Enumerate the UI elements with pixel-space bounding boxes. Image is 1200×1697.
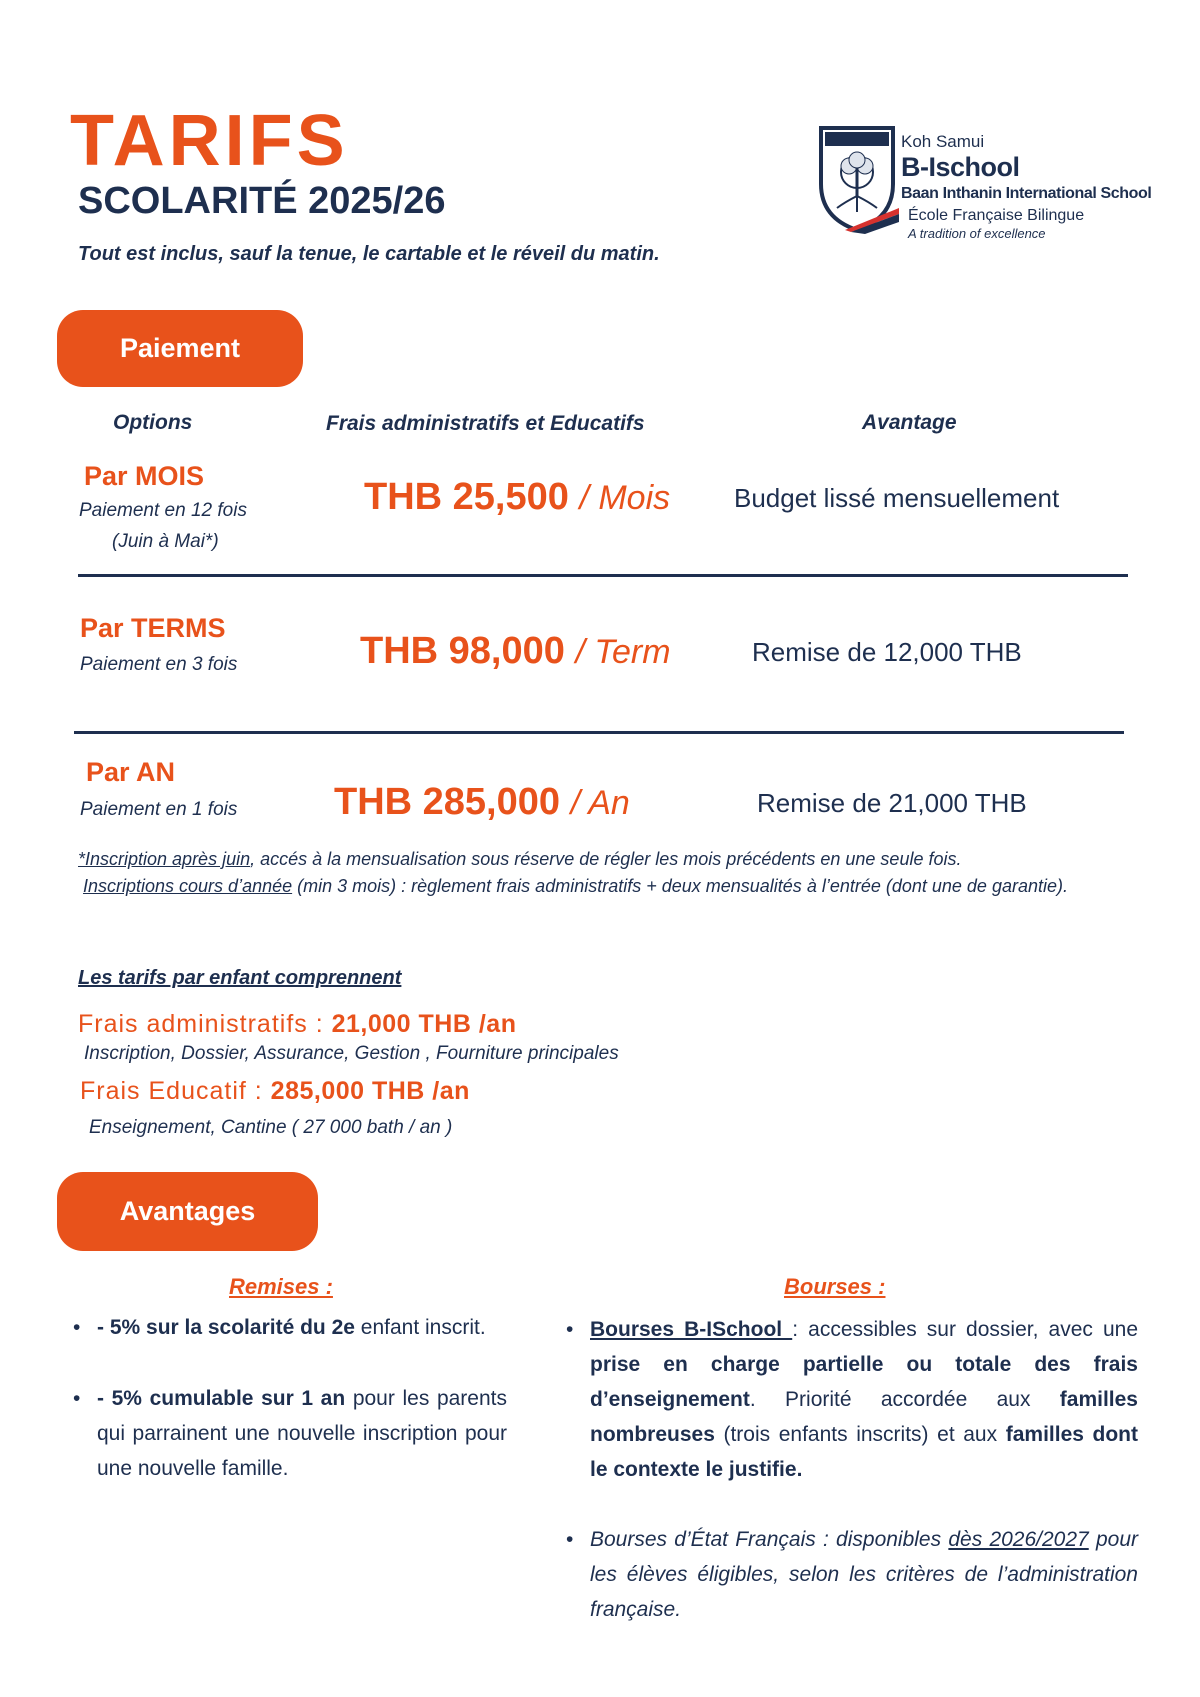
- section-paiement-badge: Paiement: [57, 310, 303, 387]
- option-sub2-mois: (Juin à Mai*): [112, 531, 219, 552]
- price-mois: [364, 476, 670, 519]
- logo-motto: A tradition of excellence: [908, 226, 1046, 241]
- remise-item: • - 5% sur la scolarité du 2e enfant inscrit.: [97, 1310, 507, 1345]
- price-terms: [360, 630, 671, 673]
- tagline: Tout est inclus, sauf la tenue, le cartable et le réveil du matin.: [78, 243, 660, 265]
- bullet-icon: •: [73, 1387, 81, 1410]
- logo-location: Koh Samui: [901, 132, 985, 151]
- option-name-terms: Par TERMS: [80, 613, 226, 643]
- col-header-options: Options: [113, 411, 193, 434]
- option-name-mois: Par MOIS: [84, 461, 205, 491]
- advantage-an: Remise de 21,000 THB: [757, 788, 1027, 818]
- school-logo: [815, 122, 1155, 242]
- price-period: / Mois: [579, 479, 671, 517]
- option-sub-terms: Paiement en 3 fois: [80, 654, 238, 675]
- school-crest-icon: [815, 122, 899, 234]
- payment-notes: [78, 846, 1148, 900]
- page-subtitle: SCOLARITÉ 2025/26: [78, 180, 446, 222]
- price-an: [334, 781, 630, 824]
- bourse-item: • Bourses d’État Français : disponibles dès 2026/2027 pour les élèves éligibles, selon les critères de l’administration française.: [590, 1522, 1138, 1627]
- bullet-icon: •: [73, 1316, 81, 1339]
- price-value: THB 98,000: [360, 630, 565, 672]
- page-title: TARIFS: [70, 101, 349, 181]
- col-header-advantage: Avantage: [862, 411, 957, 434]
- fee-edu-detail: Enseignement, Cantine ( 27 000 bath / an ): [89, 1117, 453, 1138]
- option-name-an: Par AN: [86, 757, 176, 787]
- logo-tagline-fr: École Française Bilingue: [908, 207, 1085, 224]
- note-inscription-apres-juin: *Inscription après juin, accés à la mensualisation sous réserve de régler les mois précédents en une seule fois.: [78, 849, 962, 869]
- logo-name: B-Ischool: [901, 152, 1020, 182]
- bullet-icon: •: [566, 1318, 574, 1341]
- advantage-mois: Budget lissé mensuellement: [734, 483, 1060, 513]
- option-sub-an: Paiement en 1 fois: [80, 799, 238, 820]
- bullet-icon: •: [566, 1528, 574, 1551]
- bourses-title: Bourses :: [784, 1274, 886, 1299]
- includes-title: Les tarifs par enfant comprennent: [78, 967, 402, 989]
- col-header-fees: Frais administratifs et Educatifs: [326, 412, 645, 435]
- section-avantages-badge: Avantages: [57, 1172, 318, 1251]
- price-period: / Term: [575, 633, 671, 671]
- logo-fullname: Baan Inthanin International School: [901, 185, 1152, 202]
- price-period: / An: [570, 784, 630, 822]
- price-value: THB 25,500: [364, 476, 569, 518]
- price-value: THB 285,000: [334, 781, 561, 823]
- advantage-terms: Remise de 12,000 THB: [752, 637, 1022, 667]
- bourse-item: • Bourses B-ISchool : accessibles sur dossier, avec une prise en charge partielle ou totale des frais d’enseignement. Priorité accordée aux familles nombreuses (trois enfants inscrits) et aux familles dont le contexte le justifie.: [590, 1312, 1138, 1487]
- remise-item: • - 5% cumulable sur 1 an pour les parents qui parrainent une nouvelle inscription pour une nouvelle famille.: [97, 1381, 507, 1486]
- row-divider: [74, 731, 1124, 734]
- fee-admin: Frais administratifs : 21,000 THB /an: [78, 1010, 517, 1038]
- row-divider: [78, 574, 1128, 577]
- option-sub-mois: Paiement en 12 fois: [79, 500, 247, 521]
- fee-edu: Frais Educatif : 285,000 THB /an: [80, 1077, 470, 1105]
- fee-admin-detail: Inscription, Dossier, Assurance, Gestion , Fourniture principales: [84, 1043, 619, 1064]
- note-inscription-cours-annee: Inscriptions cours d’année (min 3 mois) : règlement frais administratifs + deux mensualités à l’entrée (dont une de garantie).: [83, 876, 1068, 896]
- remises-title: Remises :: [229, 1274, 333, 1299]
